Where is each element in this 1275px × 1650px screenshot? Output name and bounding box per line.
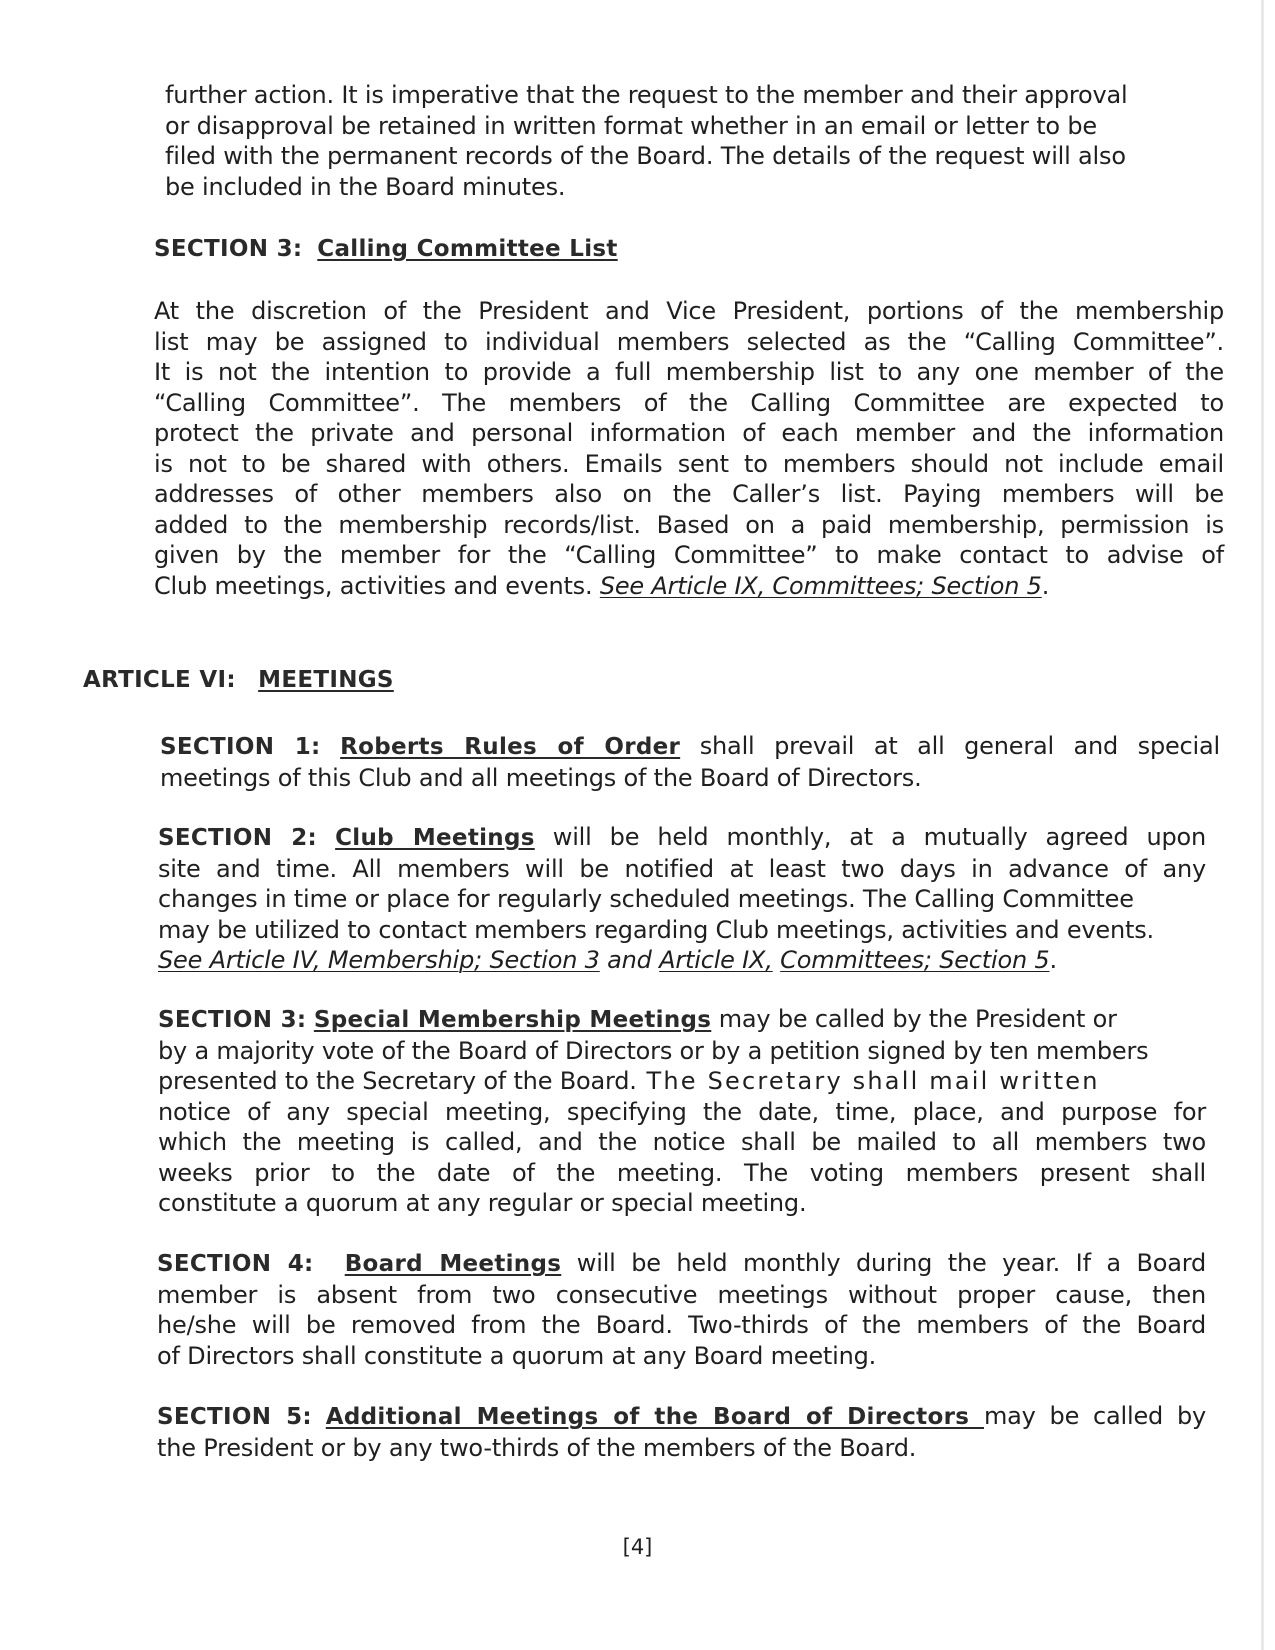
- text-line: which the meeting is called, and the notice shall be mailed to all members two: [158, 1128, 1206, 1156]
- text-line: changes in time or place for regularly scheduled meetings. The Calling Committee: [158, 885, 1134, 913]
- section-5: [157, 1401, 1206, 1463]
- section-title: Additional Meetings of the Board of Directors: [325, 1404, 984, 1430]
- page-number: [4]: [622, 1535, 653, 1559]
- text-fragment: shall prevail at all general and special: [680, 732, 1220, 760]
- text-line: protect the private and personal information of each member and the information: [154, 419, 1224, 447]
- text-line: further action. It is imperative that the request to the member and their approval: [165, 81, 1128, 109]
- text-line: is not to be shared with others. Emails sent to members should not include email: [154, 449, 1224, 478]
- text-line: It is not the intention to provide a full membership list to any one member of the: [154, 358, 1224, 386]
- text-line: [160, 731, 1220, 763]
- text-line: [157, 1401, 1206, 1433]
- text-line: be included in the Board minutes.: [165, 172, 566, 201]
- text-fragment: presented to the Secretary of the Board.: [158, 1067, 637, 1095]
- section-label: SECTION 3:: [154, 236, 303, 262]
- text-line: by a majority vote of the Board of Directors or by a petition signed by ten members: [158, 1036, 1149, 1065]
- spaced-text-fragment: The Secretary shall mail written: [636, 1067, 1100, 1095]
- text-line: member is absent from two consecutive meetings without proper cause, then: [157, 1280, 1206, 1309]
- cross-reference-link[interactable]: Article IX,: [659, 946, 773, 974]
- text-line: [154, 571, 1224, 602]
- section-3: [158, 1004, 1206, 1219]
- text-line: [158, 1004, 1206, 1036]
- text-line: may be utilized to contact members regarding Club meetings, activities and events.: [158, 915, 1154, 944]
- section-label: SECTION 5:: [157, 1404, 312, 1430]
- section-2: [158, 822, 1206, 976]
- section-label: SECTION 1:: [160, 734, 321, 760]
- section-title: Roberts Rules of Order: [340, 734, 681, 760]
- section-title: Special Membership Meetings: [313, 1007, 712, 1033]
- article-label: ARTICLE VI:: [83, 667, 236, 693]
- text-fragment: Club meetings, activities and events.: [154, 571, 600, 600]
- cross-reference-link[interactable]: See Article IX, Committees; Section 5: [599, 571, 1042, 600]
- text-line: meetings of this Club and all meetings of the Board of Directors.: [160, 763, 922, 792]
- section-title: Club Meetings: [335, 825, 535, 851]
- text-line: [158, 1066, 1206, 1097]
- text-line: notice of any special meeting, specifying the date, time, place, and purpose for: [158, 1097, 1206, 1126]
- text-line: [158, 945, 1206, 976]
- article-heading: [83, 664, 394, 696]
- text-fragment: and: [599, 946, 660, 974]
- section-4: [157, 1248, 1206, 1371]
- text-line: addresses of other members also on the Caller’s list. Paying members will be: [154, 480, 1224, 508]
- text-line: weeks prior to the date of the meeting. The voting members present shall: [158, 1158, 1206, 1187]
- scan-edge: [1261, 0, 1264, 1650]
- text-line: [157, 1248, 1206, 1280]
- text-line: added to the membership records/list. Based on a paid membership, permission is: [154, 510, 1224, 539]
- text-line: of Directors shall constitute a quorum at any Board meeting.: [157, 1341, 877, 1370]
- text-fragment: may be called by: [983, 1402, 1206, 1430]
- text-line: “Calling Committee”. The members of the Calling Committee are expected to: [154, 388, 1224, 417]
- article-title: MEETINGS: [258, 667, 394, 693]
- text-line: or disapproval be retained in written format whether in an email or letter to be: [165, 111, 1097, 140]
- section-heading-calling-committee: [154, 233, 618, 265]
- text-line: list may be assigned to individual members selected as the “Calling Committee”.: [154, 327, 1224, 356]
- text-line: site and time. All members will be notified at least two days in advance of any: [158, 854, 1206, 883]
- text-fragment: .: [1049, 946, 1057, 974]
- section-1: [160, 731, 1220, 793]
- text-fragment: may be called by the President or: [711, 1005, 1117, 1033]
- continuation-paragraph: [165, 80, 1195, 202]
- section-title: Board Meetings: [344, 1251, 562, 1277]
- text-line: he/she will be removed from the Board. Two-thirds of the members of the Board: [157, 1311, 1206, 1339]
- calling-committee-paragraph: [154, 296, 1224, 601]
- text-fragment: .: [1041, 571, 1050, 600]
- section-label: SECTION 2:: [158, 825, 318, 851]
- text-fragment: will be held monthly during the year. If a Board: [561, 1249, 1207, 1277]
- text-line: given by the member for the “Calling Committee” to make contact to advise of: [154, 541, 1224, 569]
- text-line: filed with the permanent records of the Board. The details of the request will also: [165, 142, 1126, 170]
- cross-reference-link[interactable]: Committees; Section 5: [780, 946, 1050, 974]
- text-line: At the discretion of the President and Vice President, portions of the membership: [154, 297, 1224, 325]
- section-title: Calling Committee List: [317, 236, 618, 262]
- text-fragment: will be held monthly, at a mutually agreed upon: [534, 823, 1206, 851]
- section-label: SECTION 4:: [157, 1251, 314, 1277]
- section-label: SECTION 3:: [158, 1007, 307, 1033]
- text-line: constitute a quorum at any regular or special meeting.: [158, 1189, 807, 1217]
- text-line: [158, 822, 1206, 854]
- text-line: the President or by any two-thirds of the members of the Board.: [157, 1433, 917, 1462]
- cross-reference-link[interactable]: See Article IV, Membership; Section 3: [158, 946, 600, 974]
